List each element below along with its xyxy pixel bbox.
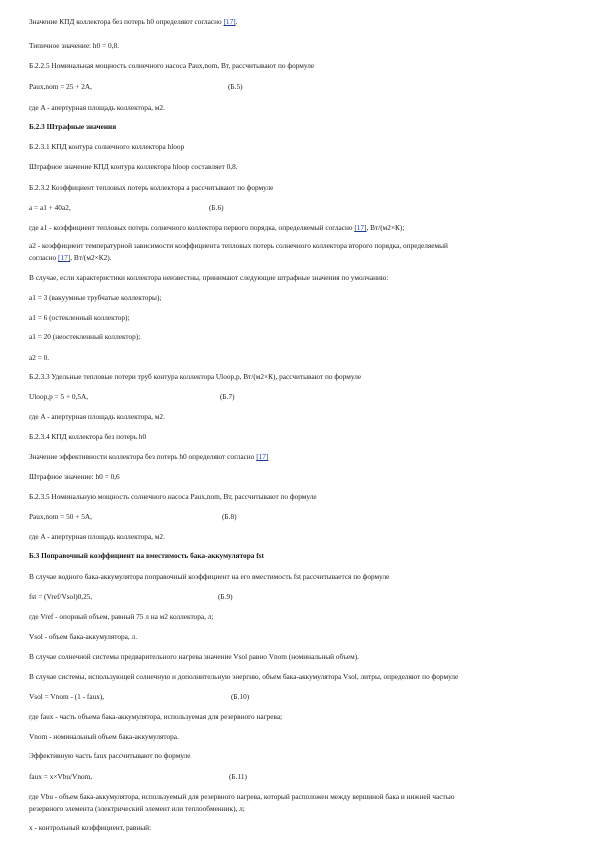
text-line	[29, 273, 388, 282]
text-line	[29, 632, 137, 641]
text-run: a1 = 3 (вакуумные трубчатые коллекторы);	[29, 293, 162, 302]
text-line	[29, 472, 120, 481]
text-run: В случае, если характеристики коллектора неизвестны, принимают следующие штрафные значения по умолчанию:	[29, 273, 389, 282]
reference-link[interactable]: [17]	[354, 223, 367, 232]
text-line	[29, 372, 361, 381]
text-run: Paux,nom = 50 + 5A,	[29, 512, 92, 521]
formula-number: (Б.5)	[228, 82, 243, 91]
text-run: Б.2.2.5 Номинальная мощность солнечного насоса Paux,nom, Вт, рассчитывают по формуле	[29, 61, 315, 70]
text-run: Б.2.3 Штрафные значения	[29, 122, 117, 131]
text-line	[29, 392, 88, 401]
text-line	[29, 823, 151, 832]
reference-link[interactable]: [17]	[223, 17, 236, 26]
text-run: Paux,nom = 25 + 2A,	[29, 82, 92, 91]
formula-number: (Б.6)	[209, 203, 224, 212]
text-run: Б.2.3.1 КПД контура солнечного коллектора hloop	[29, 142, 185, 151]
text-run: Vsol - объем бака-аккумулятора, л.	[29, 632, 138, 641]
text-line	[29, 183, 273, 192]
text-line	[29, 412, 165, 421]
text-run: Б.2.3.5 Номинальную мощность солнечного насоса Paux,nom, Вт, рассчитывают по формуле	[29, 492, 317, 501]
text-run: fst = (Vref/Vsol)0,25,	[29, 592, 93, 601]
text-line	[29, 142, 184, 151]
formula-number: (Б.7)	[220, 392, 235, 401]
text-run: Vsol = Vnom - (1 - faux),	[29, 692, 105, 701]
text-run: a2 = 0.	[29, 353, 50, 362]
text-line	[29, 792, 454, 801]
text-run: где A - апертурная площадь коллектора, м2.	[29, 532, 165, 541]
text-line	[29, 551, 264, 560]
text-run: где Vbu - объем бака-аккумулятора, используемый для резервного нагрева, который расположен между вершиной бака и нижней частью	[29, 792, 455, 801]
text-run: В случае солнечной системы предварительного нагрева значение Vsol равно Vnom (номинальный объем).	[29, 652, 359, 661]
text-line	[29, 592, 92, 601]
text-run: где A - апертурная площадь коллектора, м2.	[29, 412, 165, 421]
text-run: где a1 - коэффициент тепловых потерь солнечного коллектора первого порядка, определяемый согласно	[29, 223, 355, 232]
text-line	[29, 572, 389, 581]
text-run: Значение КПД коллектора без потерь h0 определяют согласно	[29, 17, 224, 26]
text-run: резервного элемента (электрический элемент или теплообменник), л;	[29, 804, 245, 813]
text-run: Типичное значение: h0 = 0,8.	[29, 41, 119, 50]
text-run: Б.3 Поправочный коэффициент на вместимость бака-аккумулятора fst	[29, 551, 264, 560]
reference-link[interactable]: [17]	[58, 253, 71, 262]
text-run: где A - апертурная площадь коллектора, м2.	[29, 103, 165, 112]
text-line	[29, 612, 213, 621]
text-run: , Вт/(м2×К);	[366, 223, 405, 232]
text-line	[29, 712, 282, 721]
text-run: В случае системы, использующей солнечную и дополнительную энергию, объем бака-аккумулятора Vsol, литры, определяют по формуле	[29, 672, 459, 681]
text-run: a2 - коэффициент температурной зависимости коэффициента тепловых потерь солнечного коллектора второго порядка, определяемый	[29, 241, 448, 250]
text-line	[29, 203, 71, 212]
text-line	[29, 61, 314, 70]
text-line	[29, 122, 116, 131]
reference-link[interactable]: [17]	[256, 452, 269, 461]
text-line	[29, 452, 268, 461]
text-line	[29, 241, 448, 250]
text-run: Штрафное значение: h0 = 0,6	[29, 472, 120, 481]
text-run: где Vref - опорный объем, равный 75 л на м2 коллектора, л;	[29, 612, 214, 621]
text-line	[29, 804, 245, 813]
text-line	[29, 332, 140, 341]
text-line	[29, 672, 458, 681]
formula-number: (Б.8)	[222, 512, 237, 521]
text-line	[29, 293, 161, 302]
text-run: .	[235, 17, 238, 26]
text-line	[29, 82, 92, 91]
text-line	[29, 732, 179, 741]
text-line	[29, 253, 112, 262]
formula-number: (Б.11)	[229, 772, 247, 781]
text-run: faux = x×Vbu/Vnom,	[29, 772, 93, 781]
text-run: Штрафное значение КПД контура коллектора hloop составляет 0,8.	[29, 162, 238, 171]
text-line	[29, 353, 49, 362]
text-run: Эффективную часть faux рассчитывают по формуле	[29, 751, 191, 760]
text-run: a1 = 6 (остекленный коллектор);	[29, 313, 130, 322]
text-run: Vnom - номинальный объем бака-аккумулятора.	[29, 732, 179, 741]
text-run: a = a1 + 40a2,	[29, 203, 71, 212]
text-run: Б.2.3.3 Удельные тепловые потери труб контура коллектора Uloop,p, Вт/(м2×К), рассчитывают по формуле	[29, 372, 362, 381]
text-line	[29, 162, 238, 171]
text-line	[29, 17, 238, 26]
formula-number: (Б.9)	[218, 592, 233, 601]
text-run: Б.2.3.2 Коэффициент тепловых потерь коллектора a рассчитывают по формуле	[29, 183, 274, 192]
text-run: В случае водного бака-аккумулятора поправочный коэффициент на его вместимость fst рассчитывается по формуле	[29, 572, 390, 581]
text-run: Б.2.3.4 КПД коллектора без потерь h0	[29, 432, 147, 441]
text-line	[29, 223, 404, 232]
text-line	[29, 313, 129, 322]
formula-number: (Б.10)	[231, 692, 250, 701]
text-line	[29, 103, 165, 112]
text-run: , Вт/(м2×К2).	[70, 253, 112, 262]
text-line	[29, 751, 191, 760]
text-run: a1 = 20 (неостекленный коллектор);	[29, 332, 141, 341]
text-line	[29, 772, 92, 781]
text-line	[29, 41, 119, 50]
text-run: согласно	[29, 253, 59, 262]
text-line	[29, 692, 104, 701]
text-run: где faux - часть объема бака-аккумулятора, используемая для резервного нагрева;	[29, 712, 283, 721]
text-line	[29, 532, 165, 541]
text-line	[29, 492, 317, 501]
text-run: Значение эффективности коллектора без потерь h0 определяют согласно	[29, 452, 257, 461]
text-line	[29, 652, 359, 661]
text-line	[29, 512, 92, 521]
text-run: x - контрольный коэффициент, равный:	[29, 823, 152, 832]
text-line	[29, 432, 146, 441]
text-run: Uloop,p = 5 + 0,5A,	[29, 392, 89, 401]
